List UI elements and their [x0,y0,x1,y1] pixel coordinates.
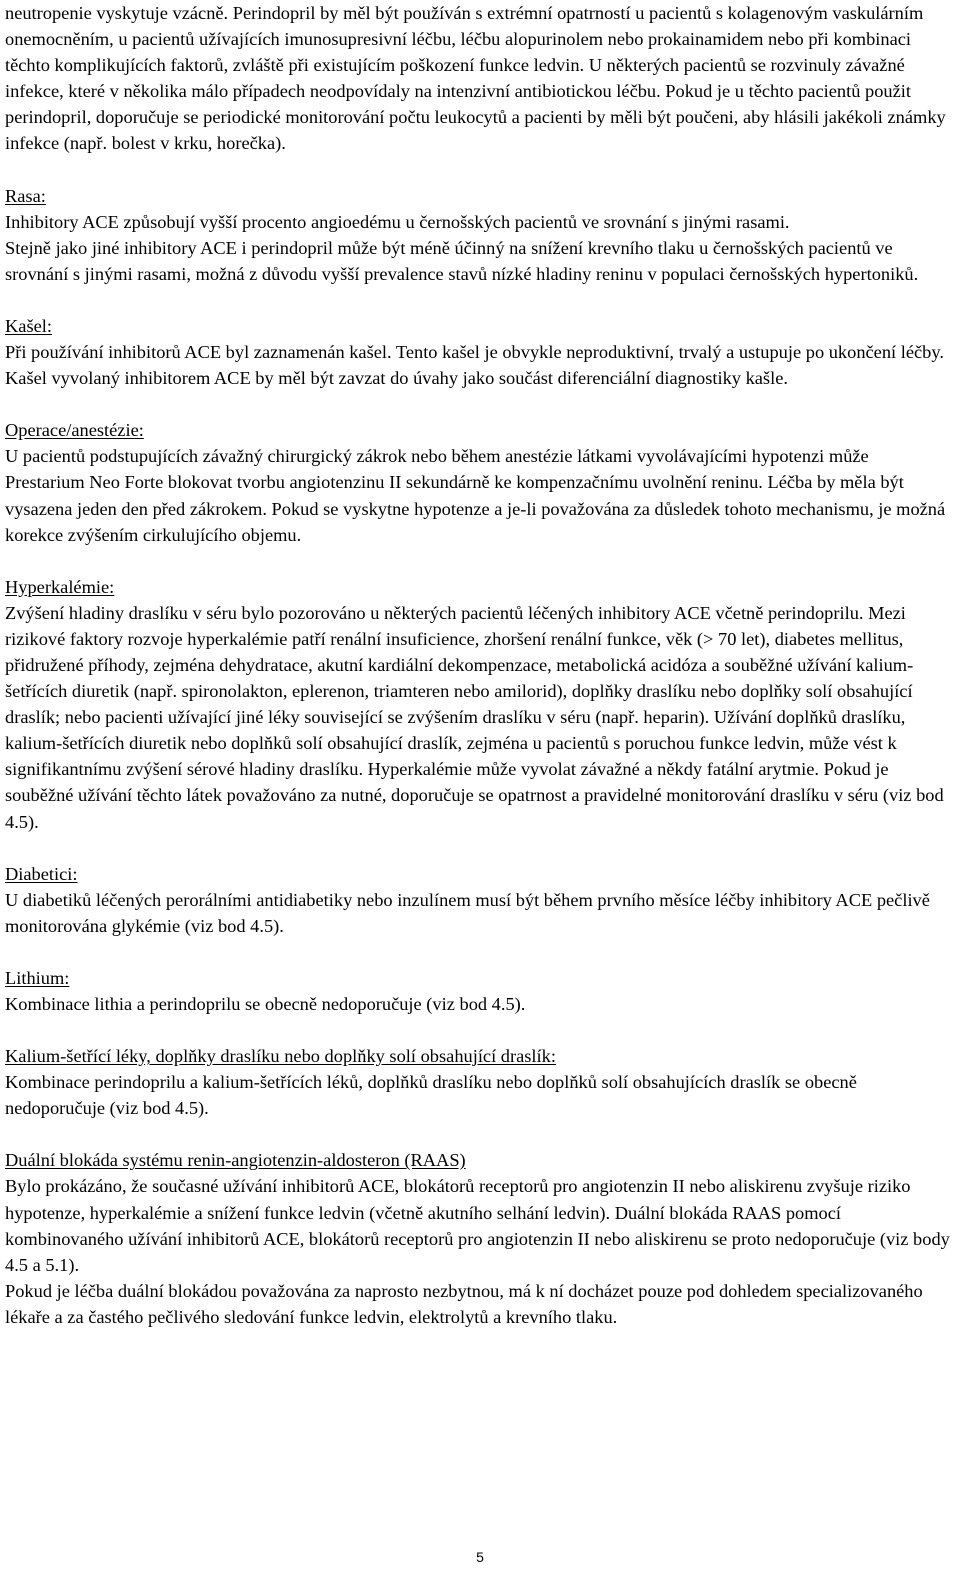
section-heading-operace: Operace/anestézie: [5,420,144,441]
paragraph-gap [5,157,950,183]
section-diabetici-paragraph-1: U diabetiků léčených perorálními antidiabetiky nebo inzulínem musí být během prvního měsíce léčby inhibitory ACE pečlivě monitorována glykémie (viz bod 4.5). [5,889,930,936]
section-kalium-paragraph-1: Kombinace perindoprilu a kalium-šetřících léků, doplňků draslíku nebo doplňků solí obsahujících draslík se obecně nedoporučuje (viz bod 4.5). [5,1072,857,1119]
section-heading-kalium: Kalium-šetřící léky, doplňky draslíku nebo doplňky solí obsahující draslík: [5,1046,556,1067]
section-lithium-paragraph-1: Kombinace lithia a perindoprilu se obecně nedoporučuje (viz bod 4.5). [5,994,526,1014]
section-diabetici [5,861,950,939]
section-lithium [5,965,950,1017]
document-page [5,0,950,1330]
paragraph-gap [5,835,950,861]
paragraph-gap [5,391,950,417]
section-raas-paragraph-2: Pokud je léčba duální blokádou považována za naprosto nezbytnou, má k ní docházet pouze pod dohledem specializovaného lékaře a za častého pečlivého sledování funkce ledvin, elektrolytů a krevního tlaku. [5,1280,923,1327]
section-hyperkalemie-paragraph-1: Zvýšení hladiny draslíku v séru bylo pozorováno u některých pacientů léčených inhibitory ACE včetně perindoprilu. Mezi rizikové faktory rozvoje hyperkalémie patří renální insuficience, zhoršení renální funkce, věk (> 70 let), diabetes mellitus, přidružené příhody, zejména dehydratace, akutní kardiální dekompenzace, metabolická acidóza a souběžné užívání kalium-šetřících diuretik (např. spironolakton, eplerenon, triamteren nebo amilorid), doplňky draslíku nebo doplňky solí obsahující draslík; nebo pacienti užívající jiné léky související se zvýšením draslíku v séru (např. heparin). Užívání doplňků draslíku, kalium-šetřících diuretik nebo doplňků solí obsahující draslík, zejména u pacientů s poruchou funkce ledvin, může vést k signifikantnímu zvýšení sérové hladiny draslíku. Hyperkalémie může vyvolat závažné a někdy fatální arytmie. Pokud je souběžné užívání těchto látek považováno za nutné, doporučuje se opatrnost a pravidelné monitorování draslíku v séru (viz bod 4.5). [5,602,944,832]
paragraph-gap [5,548,950,574]
section-heading-diabetici: Diabetici: [5,863,78,884]
section-heading-lithium: Lithium: [5,967,70,988]
paragraph-gap [5,939,950,965]
section-heading-kasel: Kašel: [5,315,52,336]
section-heading-hyperkalemie: Hyperkalémie: [5,576,115,597]
section-kalium [5,1043,950,1121]
paragraph-gap [5,287,950,313]
page-number: 5 [476,1549,484,1565]
section-heading-raas: Duální blokáda systému renin-angiotenzin-aldosteron (RAAS) [5,1150,466,1171]
section-operace-paragraph-1: U pacientů podstupujících závažný chirurgický zákrok nebo během anestézie látkami vyvolávajícími hypotenzi může Prestarium Neo Forte blokovat tvorbu angiotenzinu II sekundárně ke kompenzačnímu uvolnění reninu. Léčba by měla být vysazena jeden den před zákrokem. Pokud se vyskytne hypotenze a je-li považována za důsledek tohoto mechanismu, je možná korekce zvýšením cirkulujícího objemu. [5,446,946,545]
section-raas-paragraph-1: Bylo prokázáno, že současné užívání inhibitorů ACE, blokátorů receptorů pro angiotenzin II nebo aliskirenu zvyšuje riziko hypotenze, hyperkalémie a snížení funkce ledvin (včetně akutního selhání ledvin). Duální blokáda RAAS pomocí kombinovaného užívání inhibitorů ACE, blokátorů receptorů pro angiotenzin II nebo aliskirenu se proto nedoporučuje (viz body 4.5 a 5.1). [5,1176,950,1275]
section-hyperkalemie [5,574,950,835]
section-operace [5,417,950,547]
section-rasa-paragraph-2: Stejně jako jiné inhibitory ACE i perindopril může být méně účinný na snížení krevního tlaku u černošských pacientů ve srovnání s jinými rasami, možná z důvodu vyšší prevalence stavů nízké hladiny reninu v populaci černošských hypertoniků. [5,237,919,284]
section-raas [5,1147,950,1330]
section-rasa [5,183,950,287]
section-heading-rasa: Rasa: [5,185,46,206]
section-kasel-paragraph-1: Při používání inhibitorů ACE byl zaznamenán kašel. Tento kašel je obvykle neproduktivní, trvalý a ustupuje po ukončení léčby. Kašel vyvolaný inhibitorem ACE by měl být zavzat do úvahy jako součást diferenciální diagnostiky kašle. [5,342,944,389]
paragraph-gap [5,1121,950,1147]
section-rasa-paragraph-1: Inhibitory ACE způsobují vyšší procento angioedému u černošských pacientů ve srovnání s jinými rasami. [5,211,790,232]
paragraph-gap [5,1017,950,1043]
intro-paragraph: neutropenie vyskytuje vzácně. Perindopril by měl být používán s extrémní opatrností u pacientů s kolagenovým vaskulárním onemocněním, u pacientů užívajících imunosupresivní léčbu, léčbu alopurinolem nebo prokainamidem nebo při kombinaci těchto komplikujících faktorů, zvláště při existujícím poškození funkce ledvin. U některých pacientů se rozvinuly závažné infekce, které v několika málo případech neodpovídaly na intenzivní antibiotickou léčbu. Pokud je u těchto pacientů použit perindopril, doporučuje se periodické monitorování počtu leukocytů a pacienti by měli být poučeni, aby hlásili jakékoli známky infekce (např. bolest v krku, horečka). [5,3,946,154]
section-kasel [5,313,950,391]
